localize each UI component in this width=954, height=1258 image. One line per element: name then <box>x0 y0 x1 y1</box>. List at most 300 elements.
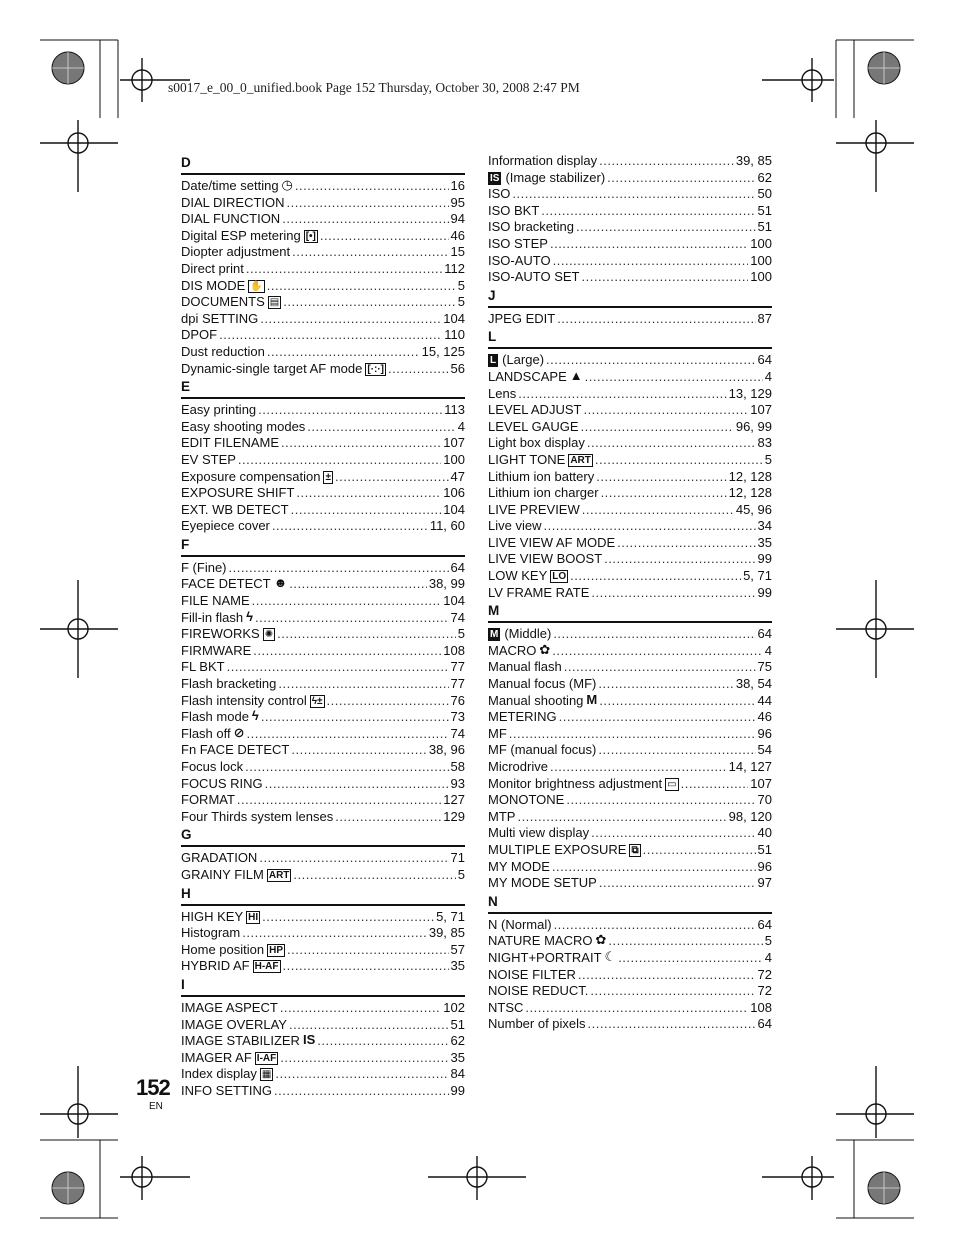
leader-dots <box>261 709 449 726</box>
entry-page-ref: 108 <box>443 642 465 658</box>
entry-text: Live view <box>488 518 542 534</box>
entry-page-ref: 51 <box>450 1016 465 1032</box>
entry-page-ref: 64 <box>757 916 772 932</box>
entry-symbol-icon: [•] <box>305 230 316 242</box>
leader-dots <box>681 776 749 793</box>
entry-page-ref: 113 <box>444 402 465 418</box>
entry-label <box>488 153 597 170</box>
entry-text: DPOF <box>181 327 218 343</box>
entry-page-ref: 96 <box>757 858 772 874</box>
entry-page-ref: 96, 99 <box>735 418 772 434</box>
index-entry <box>488 875 772 892</box>
entry-symbol-icon: ART <box>268 869 290 881</box>
index-entry <box>181 560 465 577</box>
leader-dots <box>262 909 434 926</box>
entry-page-ref: 5 <box>457 626 465 642</box>
entry-text: Number of pixels <box>488 1016 586 1032</box>
entry-text: DOCUMENTS <box>181 294 265 310</box>
leader-dots <box>543 518 755 535</box>
leader-dots <box>564 659 756 676</box>
entry-text: MY MODE <box>488 858 550 874</box>
entry-label <box>488 1016 586 1033</box>
entry-text: Index display <box>181 1066 257 1082</box>
entry-label <box>181 1017 287 1034</box>
entry-page-ref: 107 <box>750 775 772 791</box>
leader-dots <box>275 1066 448 1083</box>
entry-text: Flash bracketing <box>181 676 277 692</box>
leader-dots <box>327 693 449 710</box>
index-entry <box>488 983 772 1000</box>
leader-dots <box>550 759 727 776</box>
leader-dots <box>287 195 449 212</box>
index-entry <box>488 842 772 859</box>
entry-text: EXPOSURE SHIFT <box>181 485 295 501</box>
entry-text: (Middle) <box>504 626 552 642</box>
index-entry <box>181 709 465 726</box>
entry-text: LIGHT TONE <box>488 451 566 467</box>
entry-label <box>488 643 550 660</box>
entry-symbol-icon: ✿ <box>595 932 607 948</box>
leader-dots <box>265 776 449 793</box>
entry-page-ref: 51 <box>757 841 772 857</box>
leader-dots <box>291 502 442 519</box>
entry-label <box>181 659 225 676</box>
leader-dots <box>274 1083 449 1100</box>
entry-page-ref: 4 <box>457 418 465 434</box>
index-entry <box>181 211 465 228</box>
entry-symbol-icon: L <box>490 355 497 367</box>
entry-label <box>181 211 280 228</box>
leader-dots <box>289 1017 449 1034</box>
entry-page-ref: 40 <box>757 825 772 841</box>
entry-text: Manual flash <box>488 659 562 675</box>
entry-page-ref: 87 <box>757 310 772 326</box>
index-entry <box>488 485 772 502</box>
index-entry <box>181 452 465 469</box>
entry-page-ref: 106 <box>443 485 465 501</box>
index-entry <box>488 535 772 552</box>
entry-text: ISO <box>488 186 511 202</box>
entry-symbol-icon: H-AF <box>254 961 279 973</box>
leader-dots <box>553 253 749 270</box>
entry-label <box>181 626 275 643</box>
entry-label <box>488 452 593 469</box>
entry-label <box>181 244 290 261</box>
leader-dots <box>282 211 448 228</box>
entry-text: LV FRAME RATE <box>488 584 590 600</box>
entry-symbol-icon: ϟ± <box>311 695 323 707</box>
index-entry <box>488 693 772 710</box>
entry-label <box>181 469 333 486</box>
entry-label <box>488 1000 523 1017</box>
leader-dots <box>267 278 456 295</box>
entry-page-ref: 45, 96 <box>735 501 772 517</box>
leader-dots <box>512 186 755 203</box>
entry-text: FOCUS RING <box>181 775 263 791</box>
entry-symbol-icon: IS <box>490 172 500 184</box>
entry-text: NIGHT+PORTRAIT <box>488 949 602 965</box>
leader-dots <box>525 1000 748 1017</box>
entry-text: LEVEL GAUGE <box>488 418 579 434</box>
entry-label <box>181 294 281 311</box>
index-entry <box>181 344 465 361</box>
entry-page-ref: 99 <box>450 1082 465 1098</box>
index-entry <box>181 1083 465 1100</box>
leader-dots <box>582 502 734 519</box>
entry-symbol-icon: M <box>586 691 598 707</box>
index-column-right <box>488 153 772 1033</box>
entry-text: NOISE FILTER <box>488 966 576 982</box>
index-entry <box>181 942 465 959</box>
entry-text: JPEG EDIT <box>488 310 556 326</box>
leader-dots <box>227 659 449 676</box>
entry-text: ISO STEP <box>488 235 548 251</box>
entry-page-ref: 73 <box>450 709 465 725</box>
leader-dots <box>281 435 441 452</box>
leader-dots <box>617 535 755 552</box>
entry-page-ref: 35 <box>450 1049 465 1065</box>
index-entry <box>488 311 772 328</box>
leader-dots <box>335 469 449 486</box>
entry-label <box>488 485 599 502</box>
entry-text: INFO SETTING <box>181 1082 272 1098</box>
entry-label <box>488 859 550 876</box>
entry-label <box>181 676 276 693</box>
entry-label <box>181 759 243 776</box>
leader-dots <box>283 294 456 311</box>
leader-dots <box>541 203 755 220</box>
entry-page-ref: 5 <box>764 451 772 467</box>
index-entry <box>488 809 772 826</box>
leader-dots <box>388 361 449 378</box>
entry-symbol-icon: ϟ <box>246 608 254 624</box>
entry-text: MACRO <box>488 642 537 658</box>
index-entry <box>488 153 772 170</box>
entry-label <box>181 925 240 942</box>
leader-dots <box>559 709 756 726</box>
entry-page-ref: 108 <box>750 999 772 1015</box>
leader-dots <box>608 933 762 950</box>
index-entry <box>181 809 465 826</box>
entry-label <box>488 402 581 419</box>
entry-page-ref: 97 <box>757 875 772 891</box>
leader-dots <box>585 369 763 386</box>
entry-label <box>181 709 259 726</box>
section-letter-g: G <box>181 825 465 847</box>
entry-page-ref: 11, 60 <box>429 518 465 534</box>
entry-page-ref: 75 <box>757 659 772 675</box>
index-entry <box>488 859 772 876</box>
entry-page-ref: 39, 85 <box>735 153 772 168</box>
index-entry <box>488 253 772 270</box>
entry-page-ref: 64 <box>757 352 772 368</box>
entry-symbol-icon: ϟ <box>251 708 259 724</box>
entry-page-ref: 16 <box>450 178 465 193</box>
entry-label <box>488 809 515 826</box>
leader-dots <box>247 726 449 743</box>
entry-page-ref: 50 <box>757 186 772 202</box>
entry-symbol-icon: ▲ <box>569 367 583 383</box>
leader-dots <box>552 643 762 660</box>
entry-page-ref: 47 <box>450 468 465 484</box>
leader-dots <box>287 942 449 959</box>
entry-page-ref: 104 <box>443 501 465 517</box>
entry-symbol-icon: M <box>490 629 499 641</box>
entry-text: Dust reduction <box>181 343 265 359</box>
entry-page-ref: 46 <box>757 709 772 725</box>
entry-symbol-icon: LO <box>552 571 567 583</box>
index-entry <box>181 435 465 452</box>
index-entry <box>488 186 772 203</box>
index-entry <box>181 676 465 693</box>
entry-text: (Image stabilizer) <box>505 169 606 185</box>
index-entry <box>181 593 465 610</box>
entry-label <box>181 867 291 884</box>
index-entry <box>488 469 772 486</box>
leader-dots <box>601 485 727 502</box>
entry-page-ref: 5, 71 <box>743 568 772 584</box>
entry-symbol-icon: ± <box>325 471 331 483</box>
entry-label <box>488 435 585 452</box>
entry-page-ref: 95 <box>450 194 465 210</box>
section-letter-n: N <box>488 892 772 914</box>
entry-text: LOW KEY <box>488 568 548 584</box>
entry-page-ref: 99 <box>757 584 772 600</box>
index-entry <box>181 909 465 926</box>
entry-page-ref: 15, 125 <box>421 343 465 359</box>
index-entry <box>181 792 465 809</box>
entry-symbol-icon: ✺ <box>264 629 274 641</box>
entry-label <box>488 676 596 693</box>
entry-page-ref: 38, 96 <box>428 742 465 758</box>
entry-label <box>181 311 258 328</box>
entry-label <box>181 643 251 660</box>
index-entry <box>488 452 772 469</box>
leader-dots <box>518 386 726 403</box>
index-entry <box>181 485 465 502</box>
entry-label <box>488 170 605 187</box>
entry-text: FORMAT <box>181 792 235 808</box>
entry-text: LIVE VIEW AF MODE <box>488 534 616 550</box>
entry-text: Flash off <box>181 725 231 741</box>
index-entry <box>488 568 772 585</box>
entry-text: EDIT FILENAME <box>181 435 280 451</box>
leader-dots <box>258 402 442 419</box>
index-entry <box>181 610 465 627</box>
index-entry <box>488 776 772 793</box>
index-entry <box>488 726 772 743</box>
entry-page-ref: 54 <box>757 742 772 758</box>
entry-page-ref: 44 <box>757 692 772 708</box>
entry-text: LIVE VIEW BOOST <box>488 551 603 567</box>
entry-text: Information display <box>488 153 598 168</box>
entry-label <box>488 825 589 842</box>
leader-dots <box>293 867 455 884</box>
entry-text: Histogram <box>181 925 241 941</box>
entry-page-ref: 94 <box>450 211 465 227</box>
index-entry <box>181 659 465 676</box>
index-entry <box>488 950 772 967</box>
entry-symbol-icon: IS <box>302 1032 316 1048</box>
entry-label <box>181 485 294 502</box>
entry-label <box>181 344 265 361</box>
entry-label <box>488 842 641 859</box>
entry-label <box>181 1050 278 1067</box>
entry-symbol-icon: ◷ <box>281 177 293 192</box>
entry-text: IMAGE ASPECT <box>181 999 278 1015</box>
entry-text: Microdrive <box>488 759 548 774</box>
entry-label <box>181 452 236 469</box>
entry-symbol-icon: ART <box>570 454 591 466</box>
entry-label <box>488 967 576 984</box>
entry-text: FL BKT <box>181 659 225 675</box>
leader-dots <box>280 1050 448 1067</box>
entry-page-ref: 5 <box>457 866 465 882</box>
index-entry <box>181 361 465 378</box>
index-entry <box>488 585 772 602</box>
entry-label <box>181 402 256 419</box>
index-entry <box>488 709 772 726</box>
entry-label <box>488 551 602 568</box>
entry-label <box>181 593 250 610</box>
index-entry <box>488 170 772 187</box>
leader-dots <box>598 676 733 693</box>
entry-label <box>181 228 318 245</box>
entry-page-ref: 100 <box>750 269 772 285</box>
entry-text: MF <box>488 725 507 741</box>
entry-text: Easy shooting modes <box>181 418 306 434</box>
entry-label <box>488 186 510 203</box>
entry-symbol-icon: HP <box>269 944 284 956</box>
entry-label <box>488 585 589 602</box>
entry-symbol-icon: [·:·] <box>367 363 385 375</box>
entry-text: EV STEP <box>181 451 236 467</box>
entry-label <box>488 776 679 793</box>
entry-label <box>488 352 544 369</box>
index-entry <box>488 676 772 693</box>
entry-label <box>488 219 574 236</box>
index-entry <box>181 1000 465 1017</box>
entry-page-ref: 64 <box>757 1016 772 1032</box>
entry-page-ref: 46 <box>450 227 465 243</box>
entry-page-ref: 5 <box>457 277 465 293</box>
leader-dots <box>576 219 756 236</box>
leader-dots <box>607 170 755 187</box>
leader-dots <box>252 593 442 610</box>
index-entry <box>488 203 772 220</box>
leader-dots <box>595 452 763 469</box>
entry-text: DIS MODE <box>181 277 246 293</box>
index-entry <box>488 643 772 660</box>
entry-label <box>181 1000 278 1017</box>
leader-dots <box>590 983 755 1000</box>
entry-label <box>181 693 325 710</box>
entry-text: Eyepiece cover <box>181 518 270 534</box>
entry-text: GRAINY FILM <box>181 866 264 882</box>
entry-text: IMAGE STABILIZER <box>181 1033 300 1049</box>
leader-dots <box>335 809 441 826</box>
entry-label <box>488 659 562 676</box>
entry-page-ref: 100 <box>750 235 772 251</box>
entry-label <box>488 568 568 585</box>
entry-label <box>181 850 257 867</box>
entry-symbol-icon: ⧉ <box>631 844 639 856</box>
entry-label <box>181 576 287 593</box>
entry-text: ISO-AUTO SET <box>488 269 580 285</box>
index-entry <box>488 269 772 286</box>
index-entry <box>488 967 772 984</box>
index-entry <box>488 219 772 236</box>
index-entry <box>181 195 465 212</box>
entry-text: Fill-in flash <box>181 609 244 625</box>
leader-dots <box>517 809 726 826</box>
entry-text: Home position <box>181 941 265 957</box>
entry-label <box>488 626 551 643</box>
entry-label <box>181 909 260 926</box>
entry-page-ref: 13, 129 <box>728 385 772 401</box>
index-entry <box>181 626 465 643</box>
entry-text: NTSC <box>488 999 524 1015</box>
index-entry <box>181 867 465 884</box>
entry-page-ref: 35 <box>757 534 772 550</box>
entry-text: LIVE PREVIEW <box>488 501 580 517</box>
entry-label <box>181 518 270 535</box>
index-entry <box>488 917 772 934</box>
index-entry <box>181 742 465 759</box>
section-letter-h: H <box>181 884 465 906</box>
entry-label <box>181 1033 315 1050</box>
index-entry <box>181 776 465 793</box>
entry-page-ref: 58 <box>450 759 465 774</box>
entry-text: FIRMWARE <box>181 642 252 658</box>
index-entry <box>181 327 465 344</box>
entry-text: METERING <box>488 709 557 725</box>
leader-dots <box>320 228 449 245</box>
leader-dots <box>552 859 756 876</box>
leader-dots <box>260 311 441 328</box>
entry-page-ref: 14, 127 <box>728 759 772 774</box>
entry-page-ref: 96 <box>757 725 772 741</box>
entry-symbol-icon: ☾ <box>604 948 617 964</box>
entry-page-ref: 64 <box>450 559 465 575</box>
entry-label <box>181 178 293 195</box>
index-entry <box>488 933 772 950</box>
entry-label <box>181 776 263 793</box>
entry-page-ref: 77 <box>450 659 465 675</box>
leader-dots <box>283 958 449 975</box>
index-column-left <box>181 153 465 1100</box>
leader-dots <box>578 967 756 984</box>
leader-dots <box>229 560 449 577</box>
leader-dots <box>591 585 755 602</box>
entry-page-ref: 104 <box>443 310 465 326</box>
entry-text: Lithium ion charger <box>488 485 599 501</box>
index-entry <box>488 352 772 369</box>
leader-dots <box>557 311 755 328</box>
entry-page-ref: 112 <box>444 260 465 276</box>
entry-text: Date/time setting <box>181 178 279 193</box>
entry-page-ref: 71 <box>450 850 465 866</box>
entry-text: Manual shooting <box>488 692 584 708</box>
index-entry <box>181 1066 465 1083</box>
leader-dots <box>277 626 456 643</box>
entry-page-ref: 57 <box>450 941 465 957</box>
index-entry <box>181 261 465 278</box>
entry-page-ref: 107 <box>443 435 465 451</box>
entry-page-ref: 62 <box>450 1033 465 1049</box>
entry-page-ref: 56 <box>450 360 465 376</box>
index-entry <box>488 825 772 842</box>
